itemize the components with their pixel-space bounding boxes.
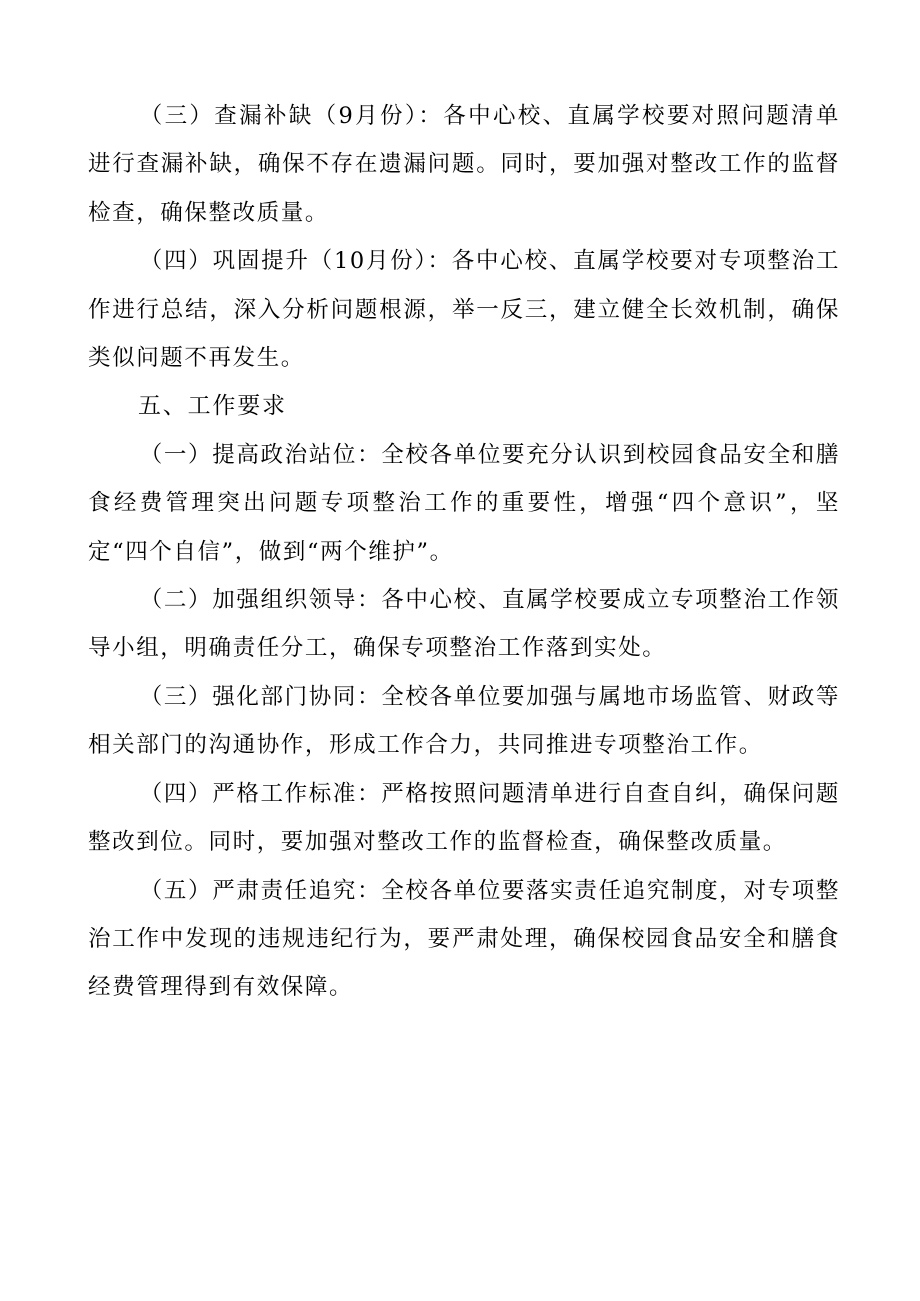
- paragraph-check-gaps: （三）查漏补缺（9月份）：各中心校、直属学校要对照问题清单进行查漏补缺，确保不存在遗漏问题。同时，要加强对整改工作的监督检查，确保整改质量。: [88, 103, 840, 226]
- section-heading-work-requirements: 五、工作要求: [138, 393, 287, 420]
- paragraph-accountability: （五）严肃责任追究：全校各单位要落实责任追究制度，对专项整治工作中发现的违规违纪行为，要严肃处理，确保校园食品安全和膳食经费管理得到有效保障。: [88, 877, 840, 1001]
- paragraph-organization-leadership: （二）加强组织领导：各中心校、直属学校要成立专项整治工作领导小组，明确责任分工，确保专项整治工作落到实处。: [88, 587, 840, 662]
- paragraph-work-standards: （四）严格工作标准：严格按照问题清单进行自查自纠，确保问题整改到位。同时，要加强对整改工作的监督检查，确保整改质量。: [88, 780, 840, 856]
- paragraph-department-coordination: （三）强化部门协同：全校各单位要加强与属地市场监管、财政等相关部门的沟通协作，形成工作合力，共同推进专项整治工作。: [88, 683, 840, 759]
- paragraph-consolidate: （四）巩固提升（10月份）：各中心校、直属学校要对专项整治工作进行总结，深入分析问题根源，举一反三，建立健全长效机制，确保类似问题不再发生。: [88, 248, 840, 372]
- paragraph-political-stance: （一）提高政治站位：全校各单位要充分认识到校园食品安全和膳食经费管理突出问题专项整治工作的重要性，增强“四个意识”，坚定“四个自信”，做到“两个维护”。: [88, 441, 840, 565]
- document-body: [88, 92, 840, 1012]
